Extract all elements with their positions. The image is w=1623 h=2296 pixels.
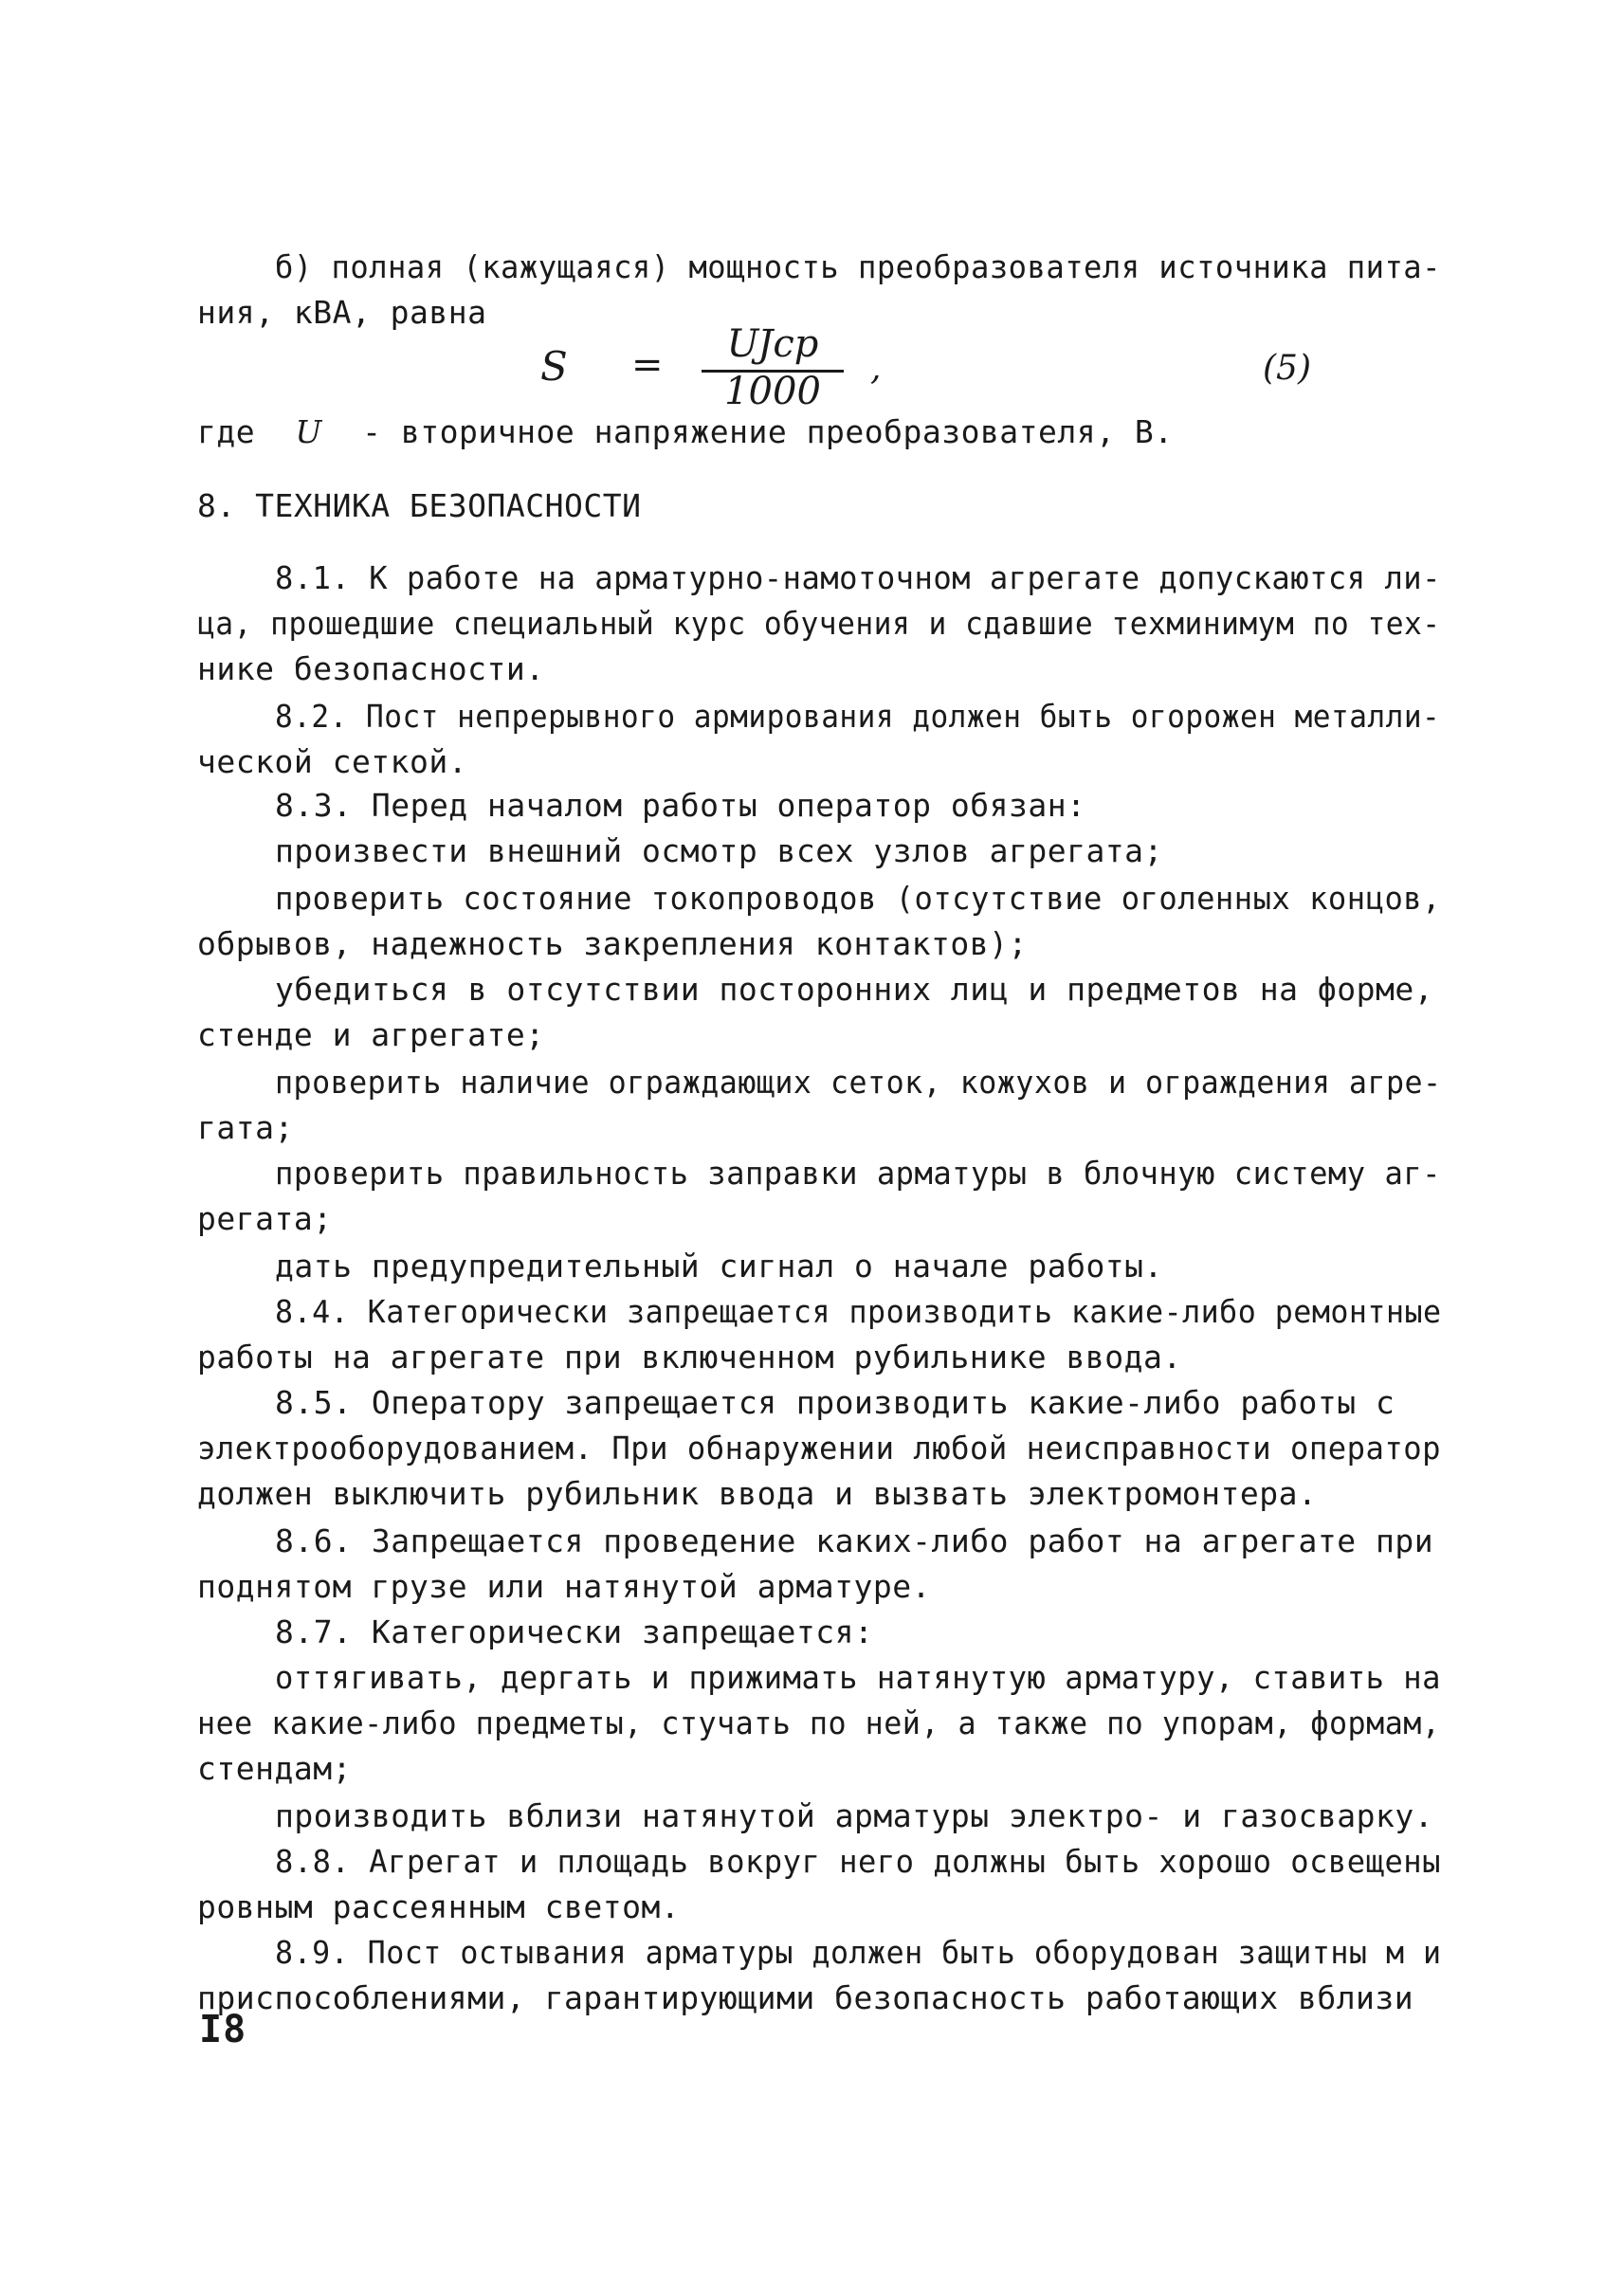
text-line: гата; — [197, 1109, 294, 1146]
text-line: производить вблизи натянутой арматуры электро- и газосварку. — [275, 1797, 1434, 1834]
formula-comma: , — [870, 349, 882, 388]
formula-lhs: S — [540, 343, 568, 390]
text-line: 8.2. Пост непрерывного армирования должен быть огорожен металли- — [275, 698, 1441, 735]
text-line: 8.9. Пост остывания арматуры должен быть оборудован защитны м и — [275, 1934, 1442, 1971]
text-line: 8.3. Перед началом работы оператор обязан: — [275, 787, 1086, 824]
text-line: 8.8. Агрегат и площадь вокруг него должны быть хорошо освещены — [275, 1843, 1441, 1880]
text-line: стендам; — [197, 1750, 352, 1787]
equation-number: (5) — [1263, 349, 1311, 388]
text-line: ческой сеткой. — [197, 743, 468, 780]
text-line: регата; — [197, 1200, 333, 1237]
formula-numerator: UJср — [726, 322, 819, 366]
text-line: 8.5. Оператору запрещается производить какие-либо работы с — [275, 1384, 1395, 1421]
formula-denominator: 1000 — [724, 370, 821, 413]
where-line — [197, 413, 1174, 451]
text-line: проверить правильность заправки арматуры в блочную систему аг- — [275, 1155, 1441, 1192]
text-line: 8.4. Категорически запрещается производить какие-либо ремонтные — [275, 1293, 1442, 1330]
text-line: 8.6. Запрещается проведение каких-либо работ на агрегате при — [275, 1522, 1434, 1559]
where-text: - вторичное напряжение преобразователя, В. — [362, 413, 1174, 450]
section-title: 8. ТЕХНИКА БЕЗОПАСНОСТИ — [197, 487, 642, 524]
text-line: поднятом грузе или натянутой арматуре. — [197, 1568, 931, 1605]
text-line: нее какие-либо предметы, стучать по ней, а также по упорам, формам, — [197, 1704, 1441, 1741]
text-line: 8.1. К работе на арматурно-намоточном агрегате допускаются ли- — [275, 559, 1441, 596]
intro-line-2: ния, кВА, равна — [197, 294, 487, 331]
text-line: должен выключить рубильник ввода и вызвать электромонтера. — [197, 1475, 1318, 1512]
text-line: ца, прошедшие специальный курс обучения и сдавшие техминимум по тех- — [197, 605, 1441, 642]
formula — [531, 322, 910, 417]
text-line: стенде и агрегате; — [197, 1016, 545, 1053]
text-line: нике безопасности. — [197, 650, 545, 687]
text-line: проверить наличие ограждающих сеток, кожухов и ограждения агре- — [275, 1064, 1442, 1101]
text-line: произвести внешний осмотр всех узлов агрегата; — [275, 832, 1163, 869]
where-prefix: где — [197, 413, 256, 450]
intro-line-1: б) полная (кажущаяся) мощность преобразователя источника пита- — [275, 248, 1441, 285]
where-symbol: U — [295, 413, 322, 450]
page-number: I8 — [199, 2008, 247, 2051]
text-line: дать предупредительный сигнал о начале работы. — [275, 1248, 1163, 1285]
text-line: работы на агрегате при включенном рубильнике ввода. — [197, 1339, 1182, 1376]
text-line: приспособлениями, гарантирующими безопасность работающих вблизи — [197, 1979, 1414, 2016]
text-line: оттягивать, дергать и прижимать натянутую арматуру, ставить на — [275, 1659, 1441, 1696]
text-line: 8.7. Категорически запрещается: — [275, 1613, 874, 1650]
text-line: убедиться в отсутствии посторонних лиц и предметов на форме, — [275, 971, 1434, 1008]
text-line: ровным рассеянным светом. — [197, 1888, 681, 1925]
text-line: проверить состояние токопроводов (отсутствие оголенных концов, — [275, 880, 1441, 917]
text-line: электрооборудованием. При обнаружении любой неисправности оператор — [197, 1430, 1442, 1467]
formula-equals: = — [631, 343, 664, 387]
text-line: обрывов, надежность закрепления контактов); — [197, 925, 1028, 962]
